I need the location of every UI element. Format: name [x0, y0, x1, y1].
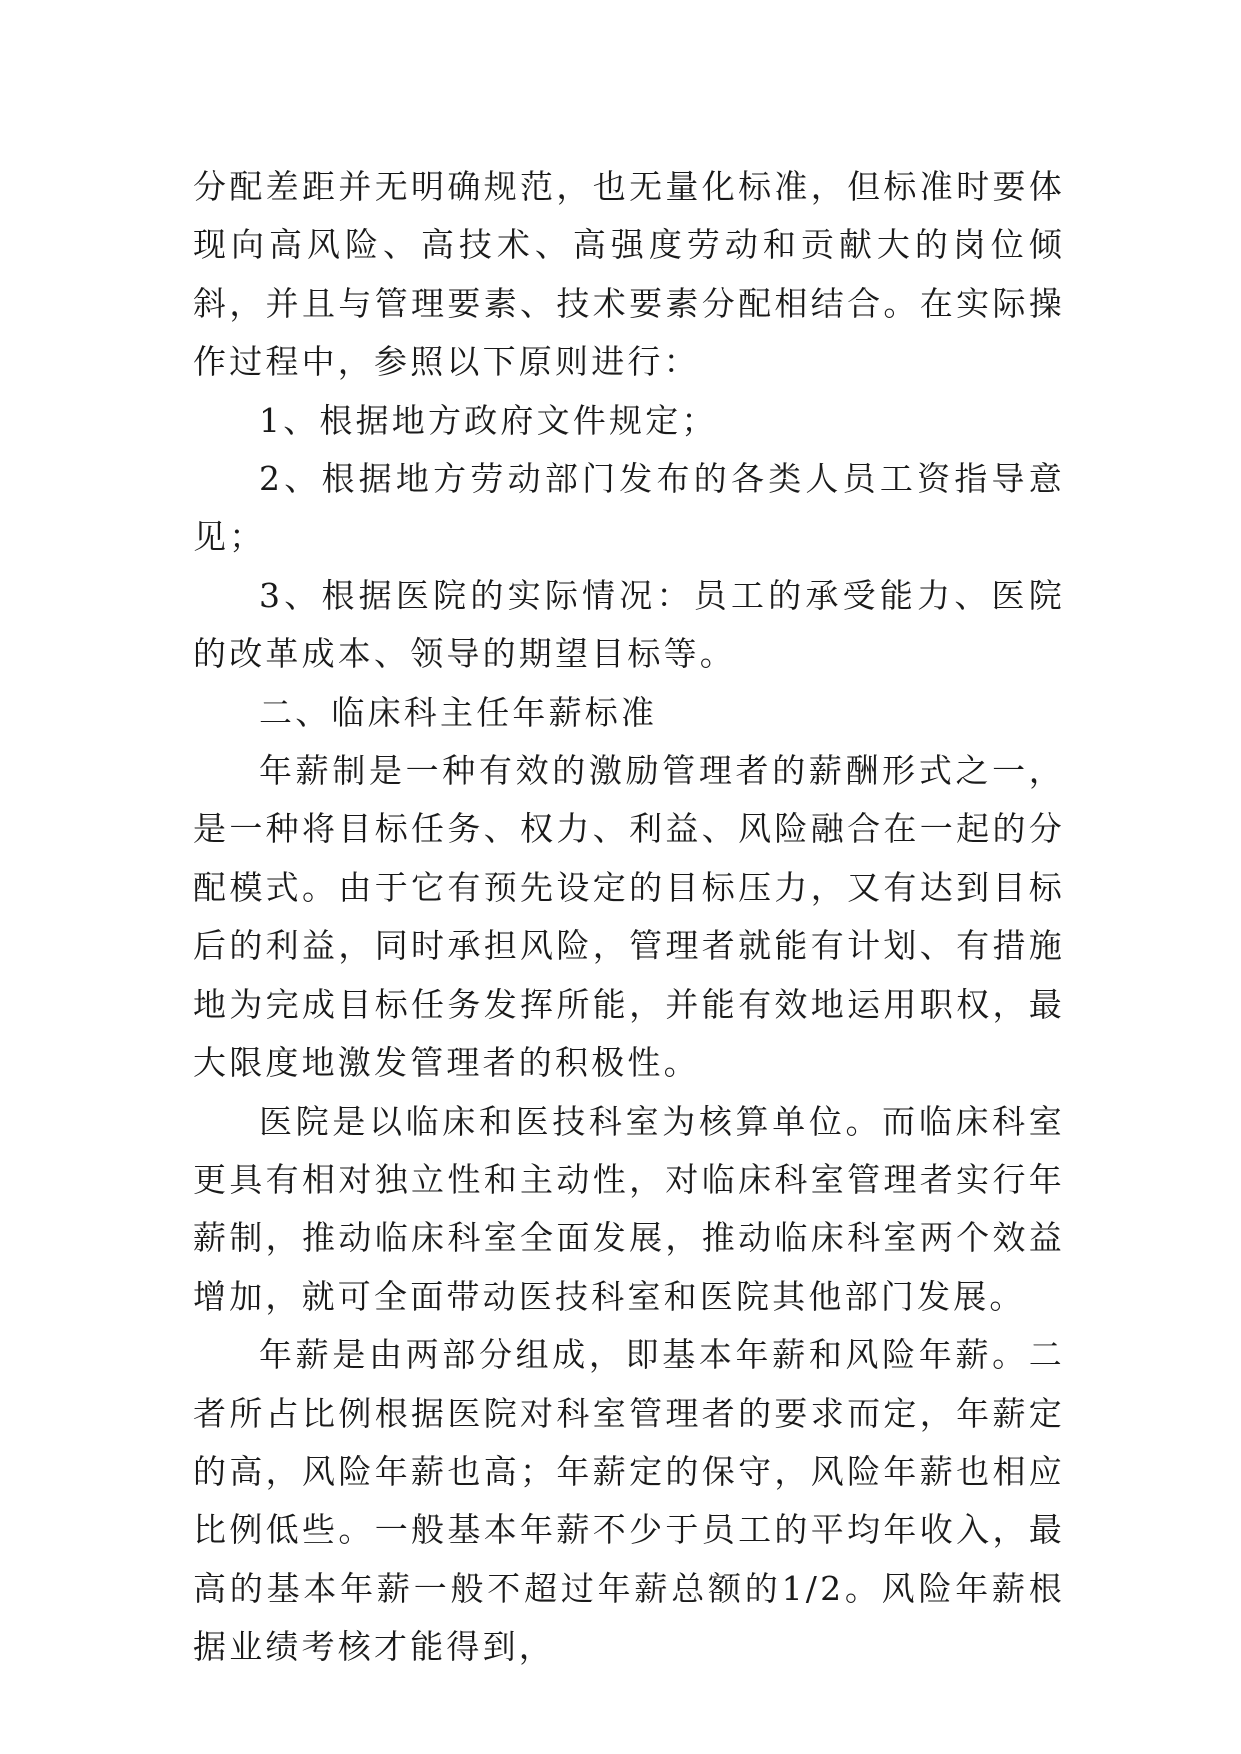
document-body: [193, 158, 1065, 1677]
paragraph: 2、根据地方劳动部门发布的各类人员工资指导意见；: [193, 459, 1065, 557]
paragraph: 年薪是由两部分组成，即基本年薪和风险年薪。二者所占比例根据医院对科室管理者的要求而定，年薪定的高，风险年薪也高；年薪定的保守，风险年薪也相应比例低些。一般基本年薪不少于员工的平均年收入，最高的基本年薪一般不超过年薪总额的1/2。风险年薪根据业绩考核才能得到，: [193, 1335, 1065, 1667]
paragraph: 1、根据地方政府文件规定；: [259, 400, 718, 440]
section-heading: 二、临床科主任年薪标准: [259, 692, 658, 732]
paragraph: 医院是以临床和医技科室为核算单位。而临床科室更具有相对独立性和主动性，对临床科室管理者实行年薪制，推动临床科室全面发展，推动临床科室两个效益增加，就可全面带动医技科室和医院其他部门发展。: [193, 1101, 1065, 1316]
paragraph: 3、根据医院的实际情况：员工的承受能力、医院的改革成本、领导的期望目标等。: [193, 575, 1065, 674]
paragraph: 年薪制是一种有效的激励管理者的薪酬形式之一，是一种将目标任务、权力、利益、风险融合在一起的分配模式。由于它有预先设定的目标压力，又有达到目标后的利益，同时承担风险，管理者就能有计划、有措施地为完成目标任务发挥所能，并能有效地运用职权，最大限度地激发管理者的积极性。: [193, 751, 1065, 1083]
paragraph: 分配差距并无明确规范，也无量化标准，但标准时要体现向高风险、高技术、高强度劳动和贡献大的岗位倾斜，并且与管理要素、技术要素分配相结合。在实际操作过程中，参照以下原则进行：: [193, 167, 1065, 382]
